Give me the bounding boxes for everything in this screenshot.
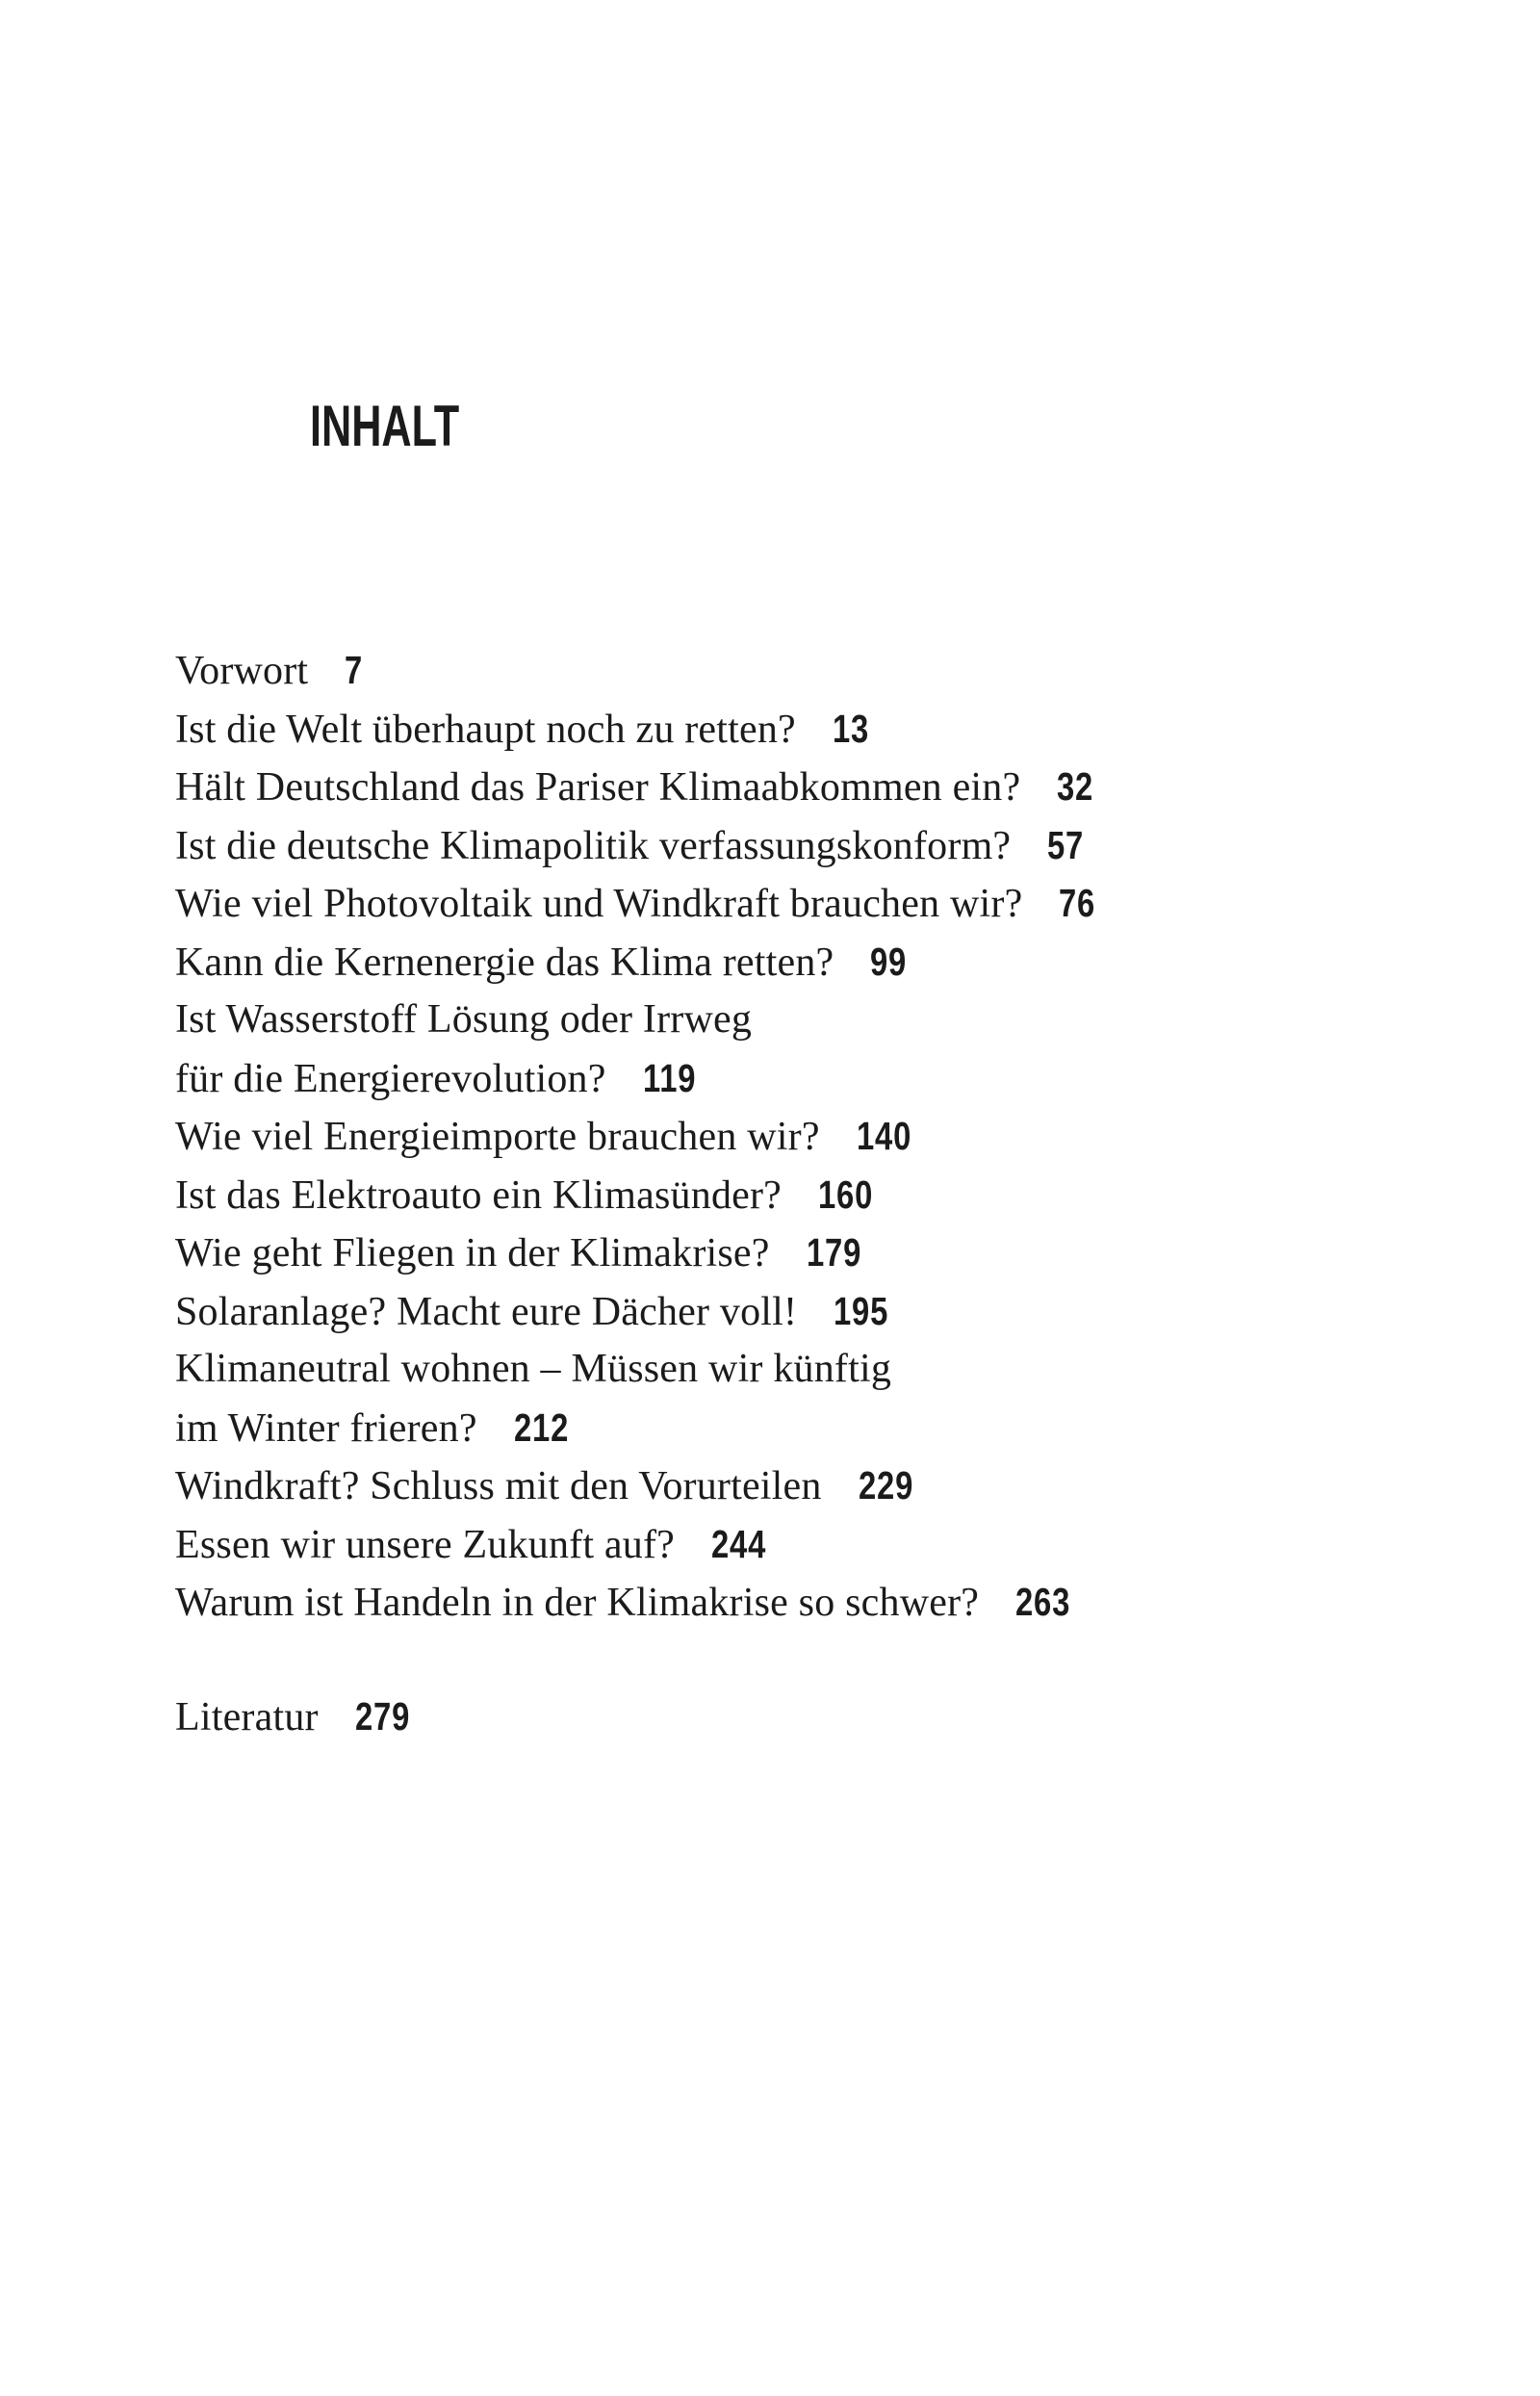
toc-entry-title: Essen wir unsere Zukunft auf? [175,1522,675,1567]
toc-entry-title: Windkraft? Schluss mit den Vorurteilen [175,1464,822,1508]
toc-entry-title: Solaranlage? Macht eure Dächer voll! [175,1289,798,1334]
toc-line [175,758,1105,816]
toc-entry-title: Vorwort [175,649,309,693]
toc-entry-page: 7 [345,648,364,692]
toc-entry-title: Kann die Kernenergie das Klima retten? [175,940,834,985]
toc-entry-page: 13 [832,706,869,751]
toc-entry-title: Ist die deutsche Klimapolitik verfassungskonform? [175,823,1012,868]
toc-line [175,1224,1105,1282]
literatur-line [175,1688,424,1747]
toc-entry-title: Ist das Elektroauto ein Klimasünder? [175,1172,783,1218]
toc-entry-page: 57 [1047,822,1085,867]
toc-entry-page: 195 [834,1288,889,1333]
toc-entry-title: für die Energierevolution? [175,1056,606,1101]
toc-entry-title: Wie geht Fliegen in der Klimakrise? [175,1231,770,1275]
toc-line [175,1340,1105,1399]
toc-entry-page: 263 [1015,1580,1071,1624]
toc-entry-page: 119 [642,1055,696,1100]
toc-entry-page: 140 [856,1114,911,1158]
toc-line [175,1515,1105,1574]
toc-entry-page: 76 [1059,881,1096,925]
toc-entry-page: 99 [870,939,908,984]
toc-entry-page: 179 [806,1230,861,1275]
toc-entry-page: 160 [818,1172,874,1217]
toc-line [175,1166,1105,1224]
toc-entry-title: Klimaneutral wohnen – Müssen wir künftig [175,1347,892,1391]
toc-entry-title: Hält Deutschland das Pariser Klimaabkommen ein? [175,765,1021,810]
toc-line [175,1049,1105,1108]
toc-line [175,816,1105,875]
toc-line [175,641,1105,700]
literatur-label: Literatur [175,1695,319,1739]
toc-entry-page: 229 [858,1463,913,1507]
toc-line [175,1107,1105,1166]
page-title: INHALT [310,394,460,458]
toc-line [175,1399,1105,1457]
toc-line [175,991,1105,1049]
toc-line [175,1573,1105,1632]
toc-entry-page: 244 [710,1521,767,1566]
toc-line [175,933,1105,992]
toc-line [175,874,1105,933]
toc-entry-title: Wie viel Energieimporte brauchen wir? [175,1115,820,1159]
toc-line [175,1282,1105,1341]
toc-entry-title: im Winter frieren? [175,1405,477,1451]
toc-entry-title: Wie viel Photovoltaik und Windkraft brauchen wir? [175,882,1023,926]
literatur-page: 279 [354,1694,410,1739]
toc-entry-title: Ist die Welt überhaupt noch zu retten? [175,707,796,752]
toc-entry-title: Warum ist Handeln in der Klimakrise so schwer? [175,1581,980,1625]
toc-line [175,1456,1105,1515]
toc-entry-page: 32 [1057,764,1094,809]
toc-list [175,641,1105,1632]
toc-entry-title: Ist Wasserstoff Lösung oder Irrweg [175,997,753,1042]
toc-line [175,700,1105,759]
toc-entry-page: 212 [513,1404,569,1450]
